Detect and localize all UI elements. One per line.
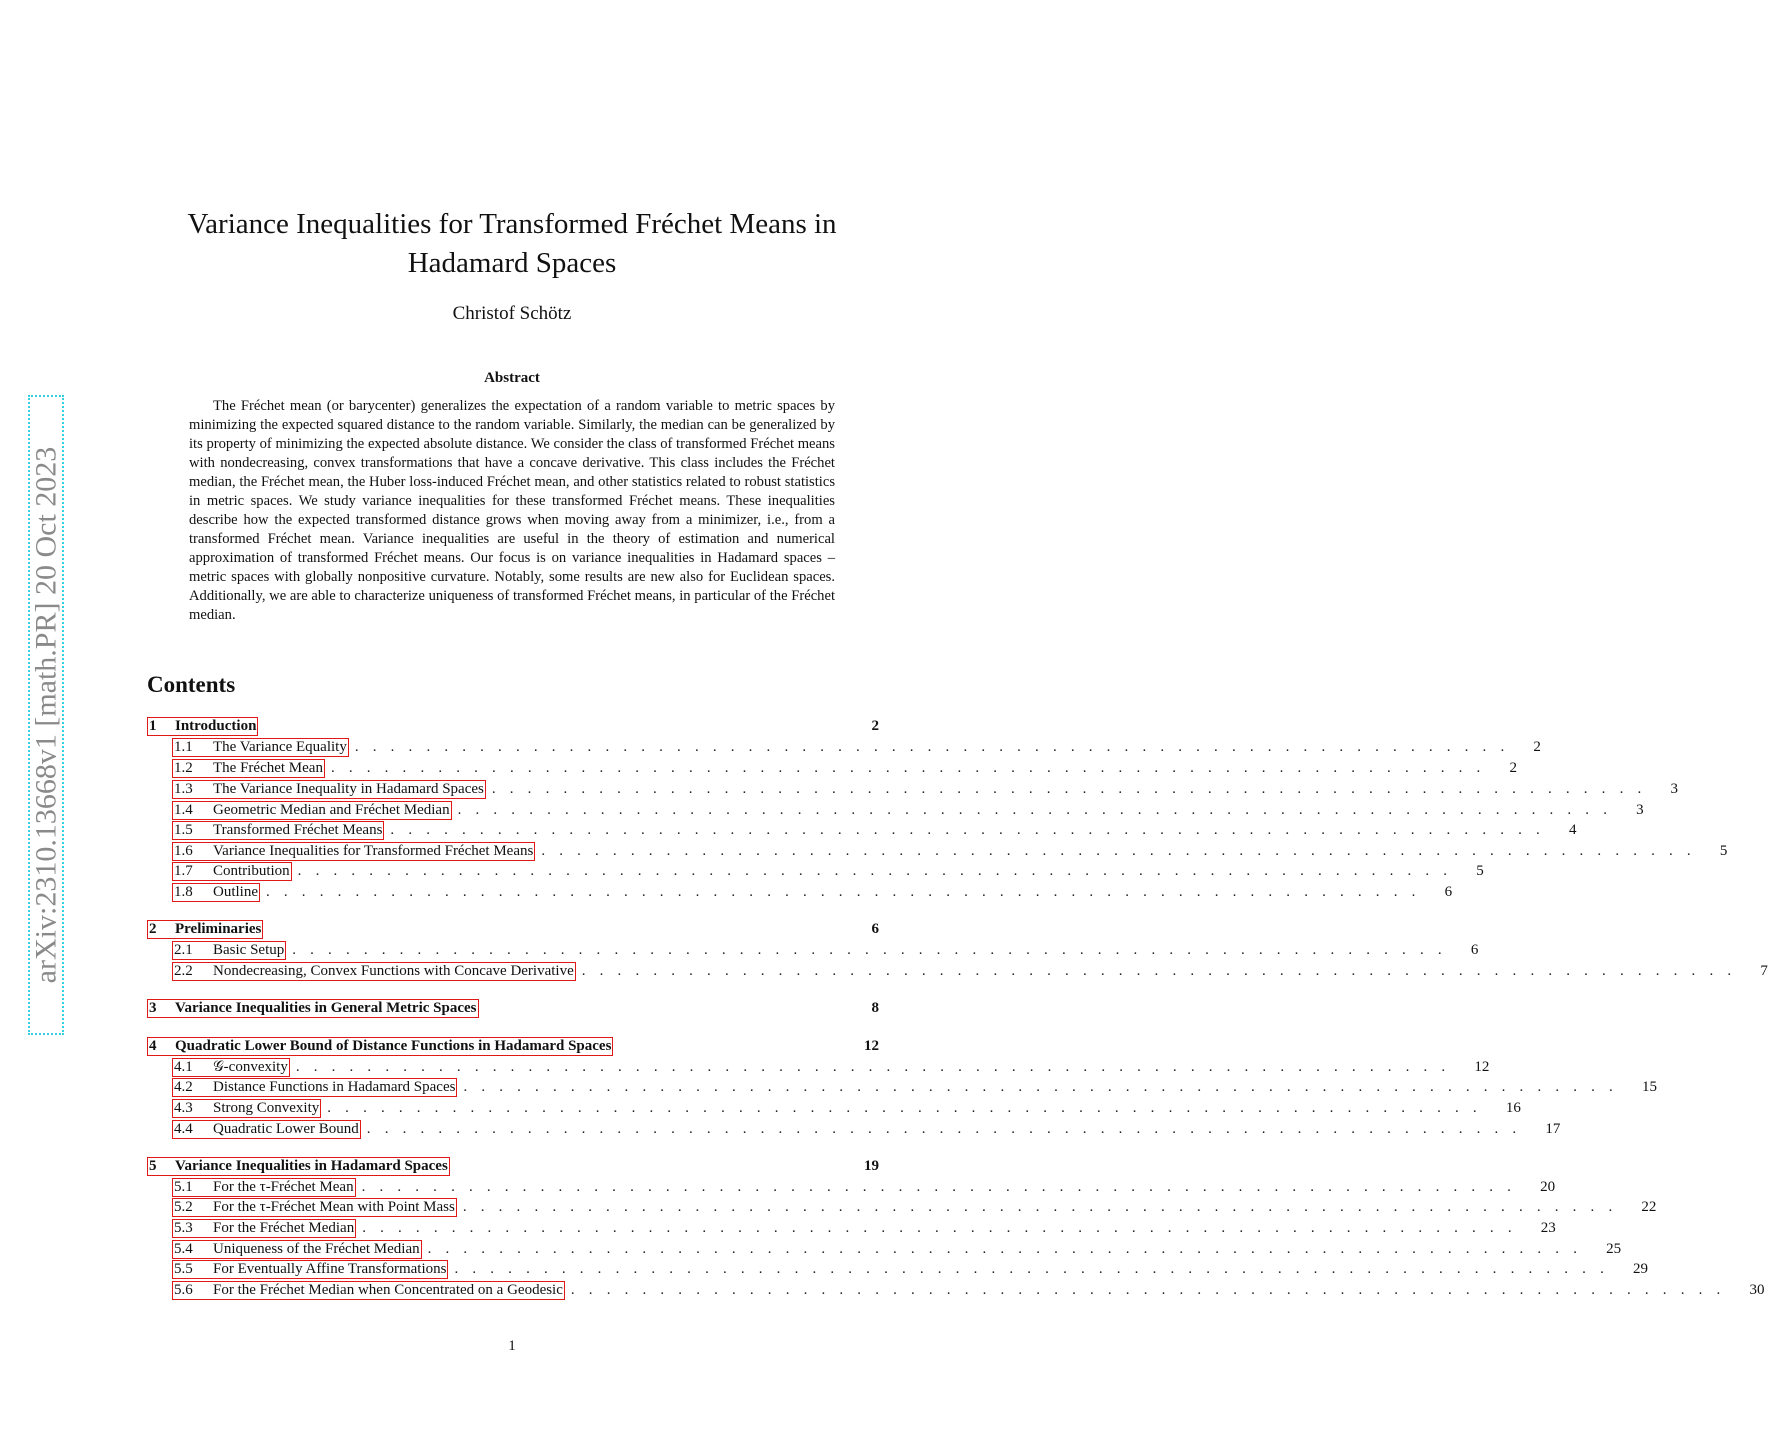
toc-page-number: 16 bbox=[1505, 1100, 1521, 1116]
toc-page-number: 8 bbox=[871, 1000, 879, 1016]
toc-subsection-row bbox=[147, 1197, 1657, 1217]
toc-leader-dots: . . . . . . . . . . . . . . . . . . . . . . . . . . . . . . . . . . . . . . . . . . . . . . . . . . . . . . . . . . . . . . . . . bbox=[457, 802, 1613, 818]
toc-leader-dots: . . . . . . . . . . . . . . . . . . . . . . . . . . . . . . . . . . . . . . . . . . . . . . . . . . . . . . . . . . . . . . . . . bbox=[362, 1220, 1517, 1236]
toc-section-title: Introduction bbox=[175, 718, 257, 734]
toc-subsection-link[interactable] bbox=[172, 1078, 457, 1097]
toc-subsection-link[interactable] bbox=[172, 1240, 422, 1259]
toc-subsection-title: Contribution bbox=[213, 863, 290, 879]
toc-leader-dots: . . . . . . . . . . . . . . . . . . . . . . . . . . . . . . . . . . . . . . . . . . . . . . . . . . . . . . . . . . . . . . . . . bbox=[491, 781, 1647, 797]
toc-subsection-row bbox=[147, 861, 1484, 881]
toc-subsection-title: Basic Setup bbox=[213, 942, 285, 958]
toc-leader-dots: . . . . . . . . . . . . . . . . . . . . . . . . . . . . . . . . . . . . . . . . . . . . . . . . . . . . . . . . . . . . . . . . . bbox=[390, 822, 1545, 838]
toc-leader-dots: . . . . . . . . . . . . . . . . . . . . . . . . . . . . . . . . . . . . . . . . . . . . . . . . . . . . . . . . . . . . . . . . . bbox=[570, 1282, 1726, 1298]
toc-subsection-title: Distance Functions in Hadamard Spaces bbox=[213, 1079, 456, 1095]
toc-leader-dots: . . . . . . . . . . . . . . . . . . . . . . . . . . . . . . . . . . . . . . . . . . . . . . . . . . . . . . . . . . . . . . . . . bbox=[427, 1241, 1583, 1257]
toc-subsection-title: For the τ-Fréchet Mean with Point Mass bbox=[213, 1199, 455, 1215]
toc-subsection-title: For the τ-Fréchet Mean bbox=[213, 1179, 354, 1195]
toc-leader-dots: . . . . . . . . . . . . . . . . . . . . . . . . . . . . . . . . . . . . . . . . . . . . . . . . . . . . . . . . . . . . . . . . . bbox=[366, 1121, 1522, 1137]
toc-subsection-number: 1.5 bbox=[174, 822, 193, 838]
toc-subsection-link[interactable] bbox=[172, 801, 452, 820]
toc-subsection-row bbox=[147, 841, 1728, 861]
toc-subsection-row bbox=[147, 737, 1541, 757]
toc-subsection-number: 2.1 bbox=[174, 942, 193, 958]
toc-subsection-title: The Fréchet Mean bbox=[213, 760, 323, 776]
toc-subsection-row bbox=[147, 1280, 1765, 1300]
toc-leader-dots: . . . . . . . . . . . . . . . . . . . . . . . . . . . . . . . . . . . . . . . . . . . . . . . . . . . . . . . . . . . . . . . . . bbox=[327, 1100, 1482, 1116]
toc-subsection-link[interactable] bbox=[172, 1099, 321, 1118]
toc-subsection-link[interactable] bbox=[172, 1198, 457, 1217]
toc-subsection-title: The Variance Inequality in Hadamard Spaces bbox=[213, 781, 484, 797]
toc-subsection-number: 1.4 bbox=[174, 802, 193, 818]
toc-subsection-title: For Eventually Affine Transformations bbox=[213, 1261, 447, 1277]
toc-subsection-title: Quadratic Lower Bound bbox=[213, 1121, 359, 1137]
toc-leader-dots: . . . . . . . . . . . . . . . . . . . . . . . . . . . . . . . . . . . . . . . . . . . . . . . . . . . . . . . . . . . . . . . . . bbox=[297, 863, 1453, 879]
toc-subsection-row bbox=[147, 779, 1678, 799]
toc-leader-dots: . . . . . . . . . . . . . . . . . . . . . . . . . . . . . . . . . . . . . . . . . . . . . . . . . . . . . . . . . . . . . . . . . bbox=[361, 1179, 1517, 1195]
toc-subsection-number: 4.4 bbox=[174, 1121, 193, 1137]
toc-section-link[interactable] bbox=[147, 1157, 450, 1176]
toc-section-title: Variance Inequalities in Hadamard Spaces bbox=[175, 1158, 448, 1174]
toc-subsection-link[interactable] bbox=[172, 759, 325, 778]
toc-subsection-number: 5.4 bbox=[174, 1241, 193, 1257]
toc-page-number: 23 bbox=[1540, 1220, 1556, 1236]
toc-subsection-row bbox=[147, 800, 1644, 820]
toc-leader-dots: . . . . . . . . . . . . . . . . . . . . . . . . . . . . . . . . . . . . . . . . . . . . . . . . . . . . . . . . . . . . . . . . . bbox=[354, 739, 1510, 755]
toc-subsection-number: 1.8 bbox=[174, 884, 193, 900]
toc-page-number: 7 bbox=[1760, 963, 1768, 979]
toc-section-link[interactable] bbox=[147, 1037, 613, 1056]
toc-subsection-row bbox=[147, 940, 1479, 960]
toc-section-number: 4 bbox=[149, 1038, 157, 1054]
toc-subsection-link[interactable] bbox=[172, 1178, 356, 1197]
toc-section-title: Preliminaries bbox=[175, 921, 262, 937]
toc-subsection-link[interactable] bbox=[172, 1260, 448, 1279]
contents-heading: Contents bbox=[147, 672, 236, 697]
toc-subsection-title: The Variance Equality bbox=[213, 739, 347, 755]
toc-page-number: 5 bbox=[1719, 843, 1728, 859]
toc-page-number: 6 bbox=[1444, 884, 1453, 900]
toc-page-number: 3 bbox=[1670, 781, 1678, 797]
toc-subsection-link[interactable] bbox=[172, 862, 292, 881]
abstract-text: The Fréchet mean (or barycenter) generalizes the expectation of a random variable to metric spaces by minimizing the expected squared distance to the random variable. Similarly, the median can be generalized by its property of minimizing the expected absolute distance. We consider the class of transformed Fréchet means with nondecreasing, convex transformations that have a concave derivative. This class includes the Fréchet median, the Fréchet mean, the Huber loss-induced Fréchet mean, and other statistics related to robust statistics in metric spaces. We study variance inequalities for these transformed Fréchet means. These inequalities describe how the expected transformed distance grows when moving away from a minimizer, i.e., from a transformed Fréchet mean. Variance inequalities are useful in the theory of estimation and numerical approximation of transformed Fréchet means. Our focus is on variance inequalities in Hadamard spaces – metric spaces with globally nonpositive curvature. Notably, some results are new also for Euclidean spaces. Additionally, we are able to characterize uniqueness of transformed Fréchet means, in particular of the Fréchet median. bbox=[189, 398, 835, 623]
toc-subsection-link[interactable] bbox=[172, 1120, 361, 1139]
toc-section-number: 2 bbox=[149, 921, 157, 937]
toc-subsection-row bbox=[147, 1098, 1521, 1118]
toc-leader-dots: . . . . . . . . . . . . . . . . . . . . . . . . . . . . . . . . . . . . . . . . . . . . . . . . . . . . . . . . . . . . . . . . . bbox=[454, 1261, 1610, 1277]
toc-section-row bbox=[147, 919, 879, 939]
toc-subsection-number: 5.3 bbox=[174, 1220, 193, 1236]
toc-page-number: 20 bbox=[1540, 1179, 1556, 1195]
arxiv-identifier-text: arXiv:2310.13668v1 [math.PR] 20 Oct 2023 bbox=[29, 446, 62, 984]
toc-page-number: 25 bbox=[1606, 1241, 1622, 1257]
page-number: 1 bbox=[508, 1338, 516, 1354]
toc-subsection-row bbox=[147, 758, 1518, 778]
toc-page-number: 12 bbox=[864, 1038, 879, 1054]
toc-subsection-title: Nondecreasing, Convex Functions with Concave Derivative bbox=[213, 963, 574, 979]
toc-subsection-title: Transformed Fréchet Means bbox=[213, 822, 383, 838]
toc-leader-dots: . . . . . . . . . . . . . . . . . . . . . . . . . . . . . . . . . . . . . . . . . . . . . . . . . . . . . . . . . . . . . . . . . bbox=[581, 963, 1737, 979]
paper-title: Variance Inequalities for Transformed Fréchet Means in Hadamard Spaces bbox=[187, 208, 837, 279]
toc-subsection-row bbox=[147, 1057, 1490, 1077]
toc-page-number: 3 bbox=[1636, 802, 1644, 818]
toc-subsection-number: 4.1 bbox=[174, 1059, 193, 1075]
toc-subsection-number: 5.2 bbox=[174, 1199, 193, 1215]
toc-page-number: 2 bbox=[1509, 760, 1518, 776]
toc-subsection-link[interactable] bbox=[172, 738, 349, 757]
toc-subsection-number: 1.2 bbox=[174, 760, 193, 776]
toc-section-number: 1 bbox=[149, 718, 157, 734]
toc-section-number: 5 bbox=[149, 1158, 157, 1174]
toc-subsection-title: 𝒢-convexity bbox=[213, 1059, 288, 1075]
toc-leader-dots: . . . . . . . . . . . . . . . . . . . . . . . . . . . . . . . . . . . . . . . . . . . . . . . . . . . . . . . . . . . . . . . . . bbox=[462, 1199, 1618, 1215]
toc-subsection-row bbox=[147, 820, 1577, 840]
toc-subsection-row bbox=[147, 1177, 1556, 1197]
toc-subsection-link[interactable] bbox=[172, 842, 535, 861]
toc-subsection-number: 1.6 bbox=[174, 843, 193, 859]
toc-subsection-number: 1.7 bbox=[174, 863, 193, 879]
toc-page-number: 12 bbox=[1474, 1059, 1490, 1075]
toc-subsection-title: Strong Convexity bbox=[213, 1100, 320, 1116]
toc-subsection-row bbox=[147, 1077, 1658, 1097]
toc-leader-dots: . . . . . . . . . . . . . . . . . . . . . . . . . . . . . . . . . . . . . . . . . . . . . . . . . . . . . . . . . . . . . . . . . bbox=[330, 760, 1486, 776]
abstract-heading: Abstract bbox=[484, 370, 540, 386]
toc-leader-dots: . . . . . . . . . . . . . . . . . . . . . . . . . . . . . . . . . . . . . . . . . . . . . . . . . . . . . . . . . . . . . . . . . bbox=[295, 1059, 1451, 1075]
toc-subsection-link[interactable] bbox=[172, 1058, 290, 1077]
toc-subsection-number: 5.5 bbox=[174, 1261, 193, 1277]
toc-subsection-row bbox=[147, 1218, 1556, 1238]
toc-subsection-title: Variance Inequalities for Transformed Fréchet Means bbox=[213, 843, 534, 859]
toc-subsection-link[interactable] bbox=[172, 1281, 565, 1300]
toc-subsection-title: Outline bbox=[213, 884, 258, 900]
toc-page-number: 19 bbox=[864, 1158, 879, 1174]
toc-subsection-link[interactable] bbox=[172, 883, 260, 902]
toc-page-number: 30 bbox=[1749, 1282, 1765, 1298]
toc-section-link[interactable] bbox=[147, 717, 258, 736]
toc-section-row bbox=[147, 716, 879, 736]
toc-section-link[interactable] bbox=[147, 999, 479, 1018]
toc-section-number: 3 bbox=[149, 1000, 157, 1016]
toc-page-number: 17 bbox=[1545, 1121, 1561, 1137]
toc-page-number: 29 bbox=[1633, 1261, 1649, 1277]
toc-subsection-link[interactable] bbox=[172, 1219, 356, 1238]
toc-section-link[interactable] bbox=[147, 920, 263, 939]
toc-subsection-title: Uniqueness of the Fréchet Median bbox=[213, 1241, 420, 1257]
toc-page-number: 2 bbox=[871, 718, 879, 734]
toc-leader-dots: . . . . . . . . . . . . . . . . . . . . . . . . . . . . . . . . . . . . . . . . . . . . . . . . . . . . . . . . . . . . . . . . . bbox=[266, 884, 1421, 900]
toc-page-number: 22 bbox=[1641, 1199, 1657, 1215]
toc-subsection-link[interactable] bbox=[172, 821, 384, 840]
toc-page-number: 15 bbox=[1642, 1079, 1658, 1095]
toc-subsection-row bbox=[147, 1119, 1561, 1139]
toc-subsection-number: 2.2 bbox=[174, 963, 193, 979]
toc-subsection-number: 4.3 bbox=[174, 1100, 193, 1116]
paper-author: Christof Schötz bbox=[452, 303, 572, 324]
toc-subsection-title: For the Fréchet Median when Concentrated on a Geodesic bbox=[213, 1282, 563, 1298]
toc-page-number: 2 bbox=[1533, 739, 1541, 755]
toc-page-number: 6 bbox=[1470, 942, 1479, 958]
toc-leader-dots: . . . . . . . . . . . . . . . . . . . . . . . . . . . . . . . . . . . . . . . . . . . . . . . . . . . . . . . . . . . . . . . . . bbox=[463, 1079, 1619, 1095]
toc-section-title: Variance Inequalities in General Metric Spaces bbox=[175, 1000, 477, 1016]
toc-subsection-row bbox=[147, 882, 1453, 902]
toc-subsection-number: 5.6 bbox=[174, 1282, 193, 1298]
toc-subsection-link[interactable] bbox=[172, 941, 286, 960]
toc-subsection-row bbox=[147, 1259, 1649, 1279]
toc-subsection-row bbox=[147, 961, 1768, 981]
toc-page-number: 4 bbox=[1568, 822, 1577, 838]
toc-leader-dots: . . . . . . . . . . . . . . . . . . . . . . . . . . . . . . . . . . . . . . . . . . . . . . . . . . . . . . . . . . . . . . . . . bbox=[292, 942, 1447, 958]
toc-section-row bbox=[147, 1036, 879, 1056]
toc-subsection-link[interactable] bbox=[172, 962, 576, 981]
toc-subsection-title: For the Fréchet Median bbox=[213, 1220, 355, 1236]
toc-leader-dots: . . . . . . . . . . . . . . . . . . . . . . . . . . . . . . . . . . . . . . . . . . . . . . . . . . . . . . . . . . . . . . . . . bbox=[541, 843, 1696, 859]
toc-page-number: 5 bbox=[1476, 863, 1484, 879]
toc-section-title: Quadratic Lower Bound of Distance Functions in Hadamard Spaces bbox=[175, 1038, 612, 1054]
toc-subsection-number: 1.3 bbox=[174, 781, 193, 797]
toc-section-row bbox=[147, 1156, 879, 1176]
toc-section-row bbox=[147, 998, 879, 1018]
toc-subsection-number: 5.1 bbox=[174, 1179, 193, 1195]
arxiv-identifier-stamp bbox=[28, 395, 64, 1035]
toc-subsection-link[interactable] bbox=[172, 780, 486, 799]
toc-subsection-row bbox=[147, 1239, 1622, 1259]
toc-subsection-number: 1.1 bbox=[174, 739, 193, 755]
toc-subsection-number: 4.2 bbox=[174, 1079, 193, 1095]
toc-page-number: 6 bbox=[871, 921, 879, 937]
toc-subsection-title: Geometric Median and Fréchet Median bbox=[213, 802, 450, 818]
